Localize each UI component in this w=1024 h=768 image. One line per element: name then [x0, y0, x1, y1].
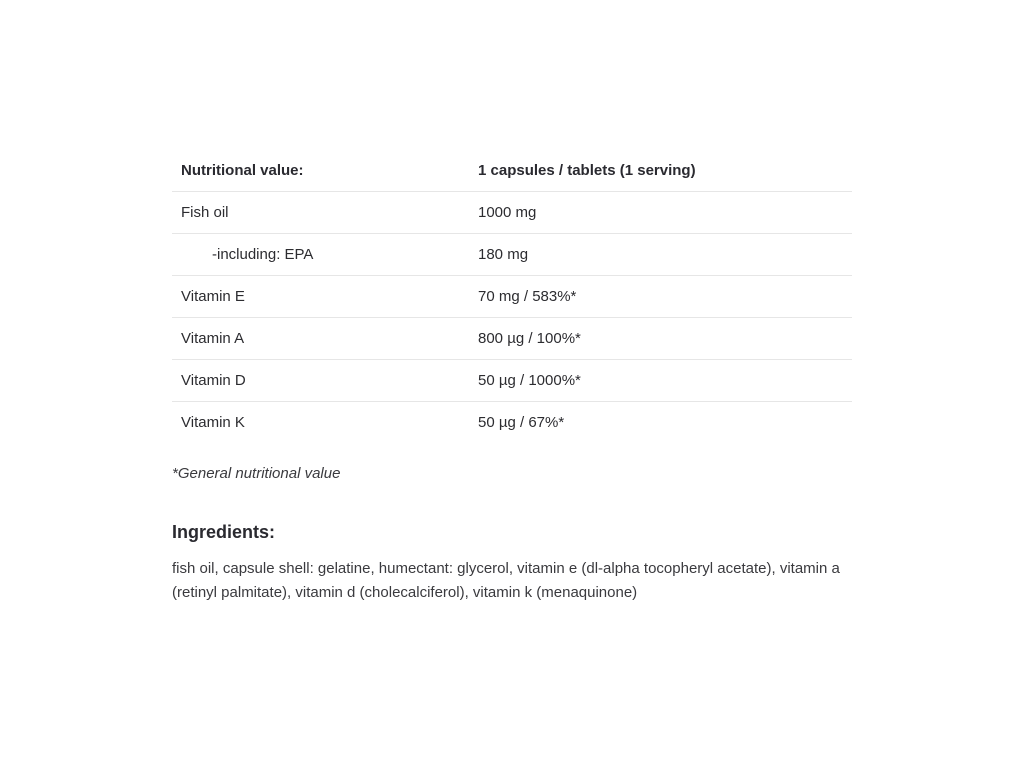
footnote: *General nutritional value	[172, 465, 341, 482]
row-value: 70 mg / 583%*	[469, 276, 852, 318]
row-value: 50 µg / 1000%*	[469, 360, 852, 402]
table-row	[172, 402, 852, 444]
row-label: Vitamin E	[172, 276, 469, 318]
row-value: 800 µg / 100%*	[469, 318, 852, 360]
table-row	[172, 360, 852, 402]
row-label: Vitamin K	[181, 414, 245, 431]
ingredients-text: fish oil, capsule shell: gelatine, humectant: glycerol, vitamin e (dl-alpha tocopheryl acetate), vitamin a (retinyl palmitate), vitamin d (cholecalciferol), vitamin k (menaquinone)	[172, 560, 840, 601]
row-label: Fish oil	[172, 192, 469, 234]
row-value: 1000 mg	[469, 192, 852, 234]
row-label: Vitamin A	[172, 318, 469, 360]
header-label: Nutritional value:	[172, 150, 469, 192]
row-label: -including: EPA	[172, 234, 469, 276]
table-row	[172, 234, 852, 276]
row-value: 50 µg / 67%*	[478, 414, 565, 431]
table-header-row	[172, 150, 852, 192]
header-value: 1 capsules / tablets (1 serving)	[469, 150, 852, 192]
ingredients-title: Ingredients:	[172, 522, 276, 542]
nutrition-section	[172, 150, 852, 605]
table-row	[172, 276, 852, 318]
nutrition-table	[172, 150, 852, 443]
table-row	[172, 318, 852, 360]
row-value: 180 mg	[469, 234, 852, 276]
row-label: Vitamin D	[172, 360, 469, 402]
table-row	[172, 192, 852, 234]
